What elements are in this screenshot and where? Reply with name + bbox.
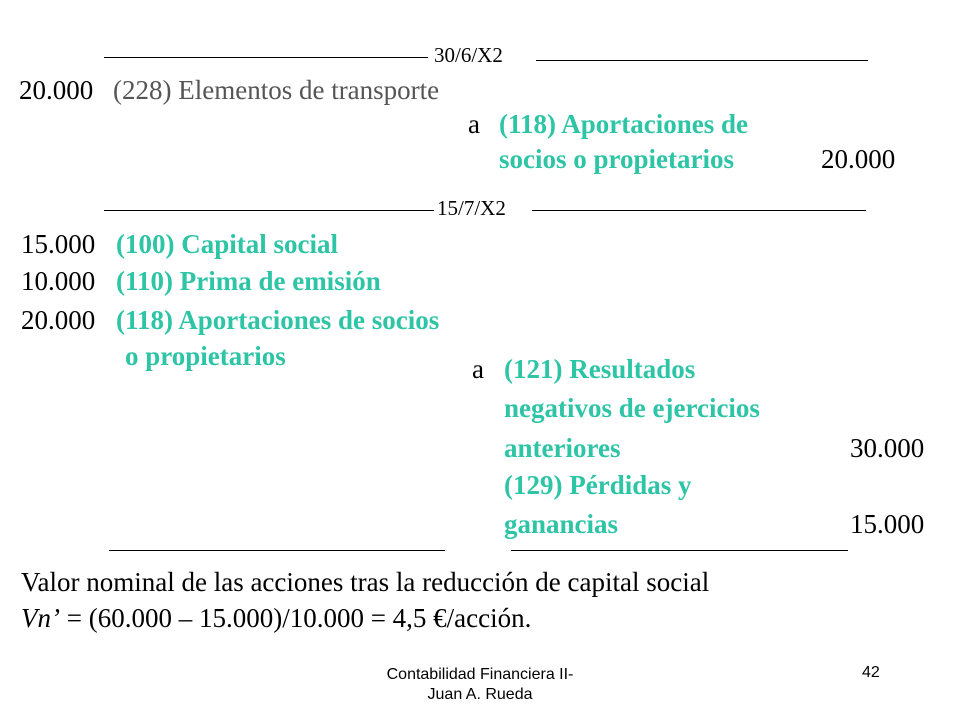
entry2-credit2-line2: ganancias xyxy=(504,509,619,539)
closing-rule-right xyxy=(511,550,848,551)
entry2-debit3-account-cont: o propietarios xyxy=(125,341,286,371)
entry1-a-label: a xyxy=(468,109,480,139)
entry2-a-label: a xyxy=(472,354,484,384)
page-number: 42 xyxy=(862,664,880,681)
note-formula: = (60.000 – 15.000)/10.000 = 4,5 €/acción. xyxy=(59,603,532,633)
entry2-credit1-amount: 30.000 xyxy=(850,433,925,463)
entry1-rule-left xyxy=(104,57,428,58)
footer-course: Contabilidad Financiera II- xyxy=(386,666,574,683)
entry1-credit-account-line1: (118) Aportaciones de xyxy=(499,109,748,139)
entry1-debit-account: (228) Elementos de transporte xyxy=(113,75,440,105)
note-variable: Vn’ xyxy=(21,603,60,633)
entry1-date: 30/6/X2 xyxy=(434,43,503,67)
entry2-debit1-account: (100) Capital social xyxy=(116,229,338,259)
entry2-debit3-account: (118) Aportaciones de socios xyxy=(116,305,440,335)
entry1-rule-right xyxy=(536,60,868,61)
closing-rule-left xyxy=(109,550,445,551)
entry2-credit2-line1: (129) Pérdidas y xyxy=(504,470,692,500)
footer-credit xyxy=(340,665,620,705)
entry2-debit1-amount: 15.000 xyxy=(21,229,96,259)
entry2-rule-right xyxy=(532,210,866,211)
entry2-debit3-amount: 20.000 xyxy=(21,305,96,335)
entry1-credit-amount: 20.000 xyxy=(821,144,896,174)
note-line2 xyxy=(21,605,531,632)
entry2-debit2-amount: 10.000 xyxy=(21,266,96,296)
entry2-credit1-line3: anteriores xyxy=(504,433,621,463)
entry2-credit1-line2: negativos de ejercicios xyxy=(504,393,760,423)
entry2-credit2-amount: 15.000 xyxy=(850,509,925,539)
entry2-rule-left xyxy=(104,210,434,211)
entry2-debit2-account: (110) Prima de emisión xyxy=(116,266,381,296)
note-line1: Valor nominal de las acciones tras la reducción de capital social xyxy=(21,567,710,597)
entry1-credit-account-line2: socios o propietarios xyxy=(499,144,734,174)
footer-author: Juan A. Rueda xyxy=(427,686,533,703)
entry1-debit-amount: 20.000 xyxy=(19,75,94,105)
entry2-date: 15/7/X2 xyxy=(437,196,506,220)
entry2-credit1-line1: (121) Resultados xyxy=(504,354,696,384)
